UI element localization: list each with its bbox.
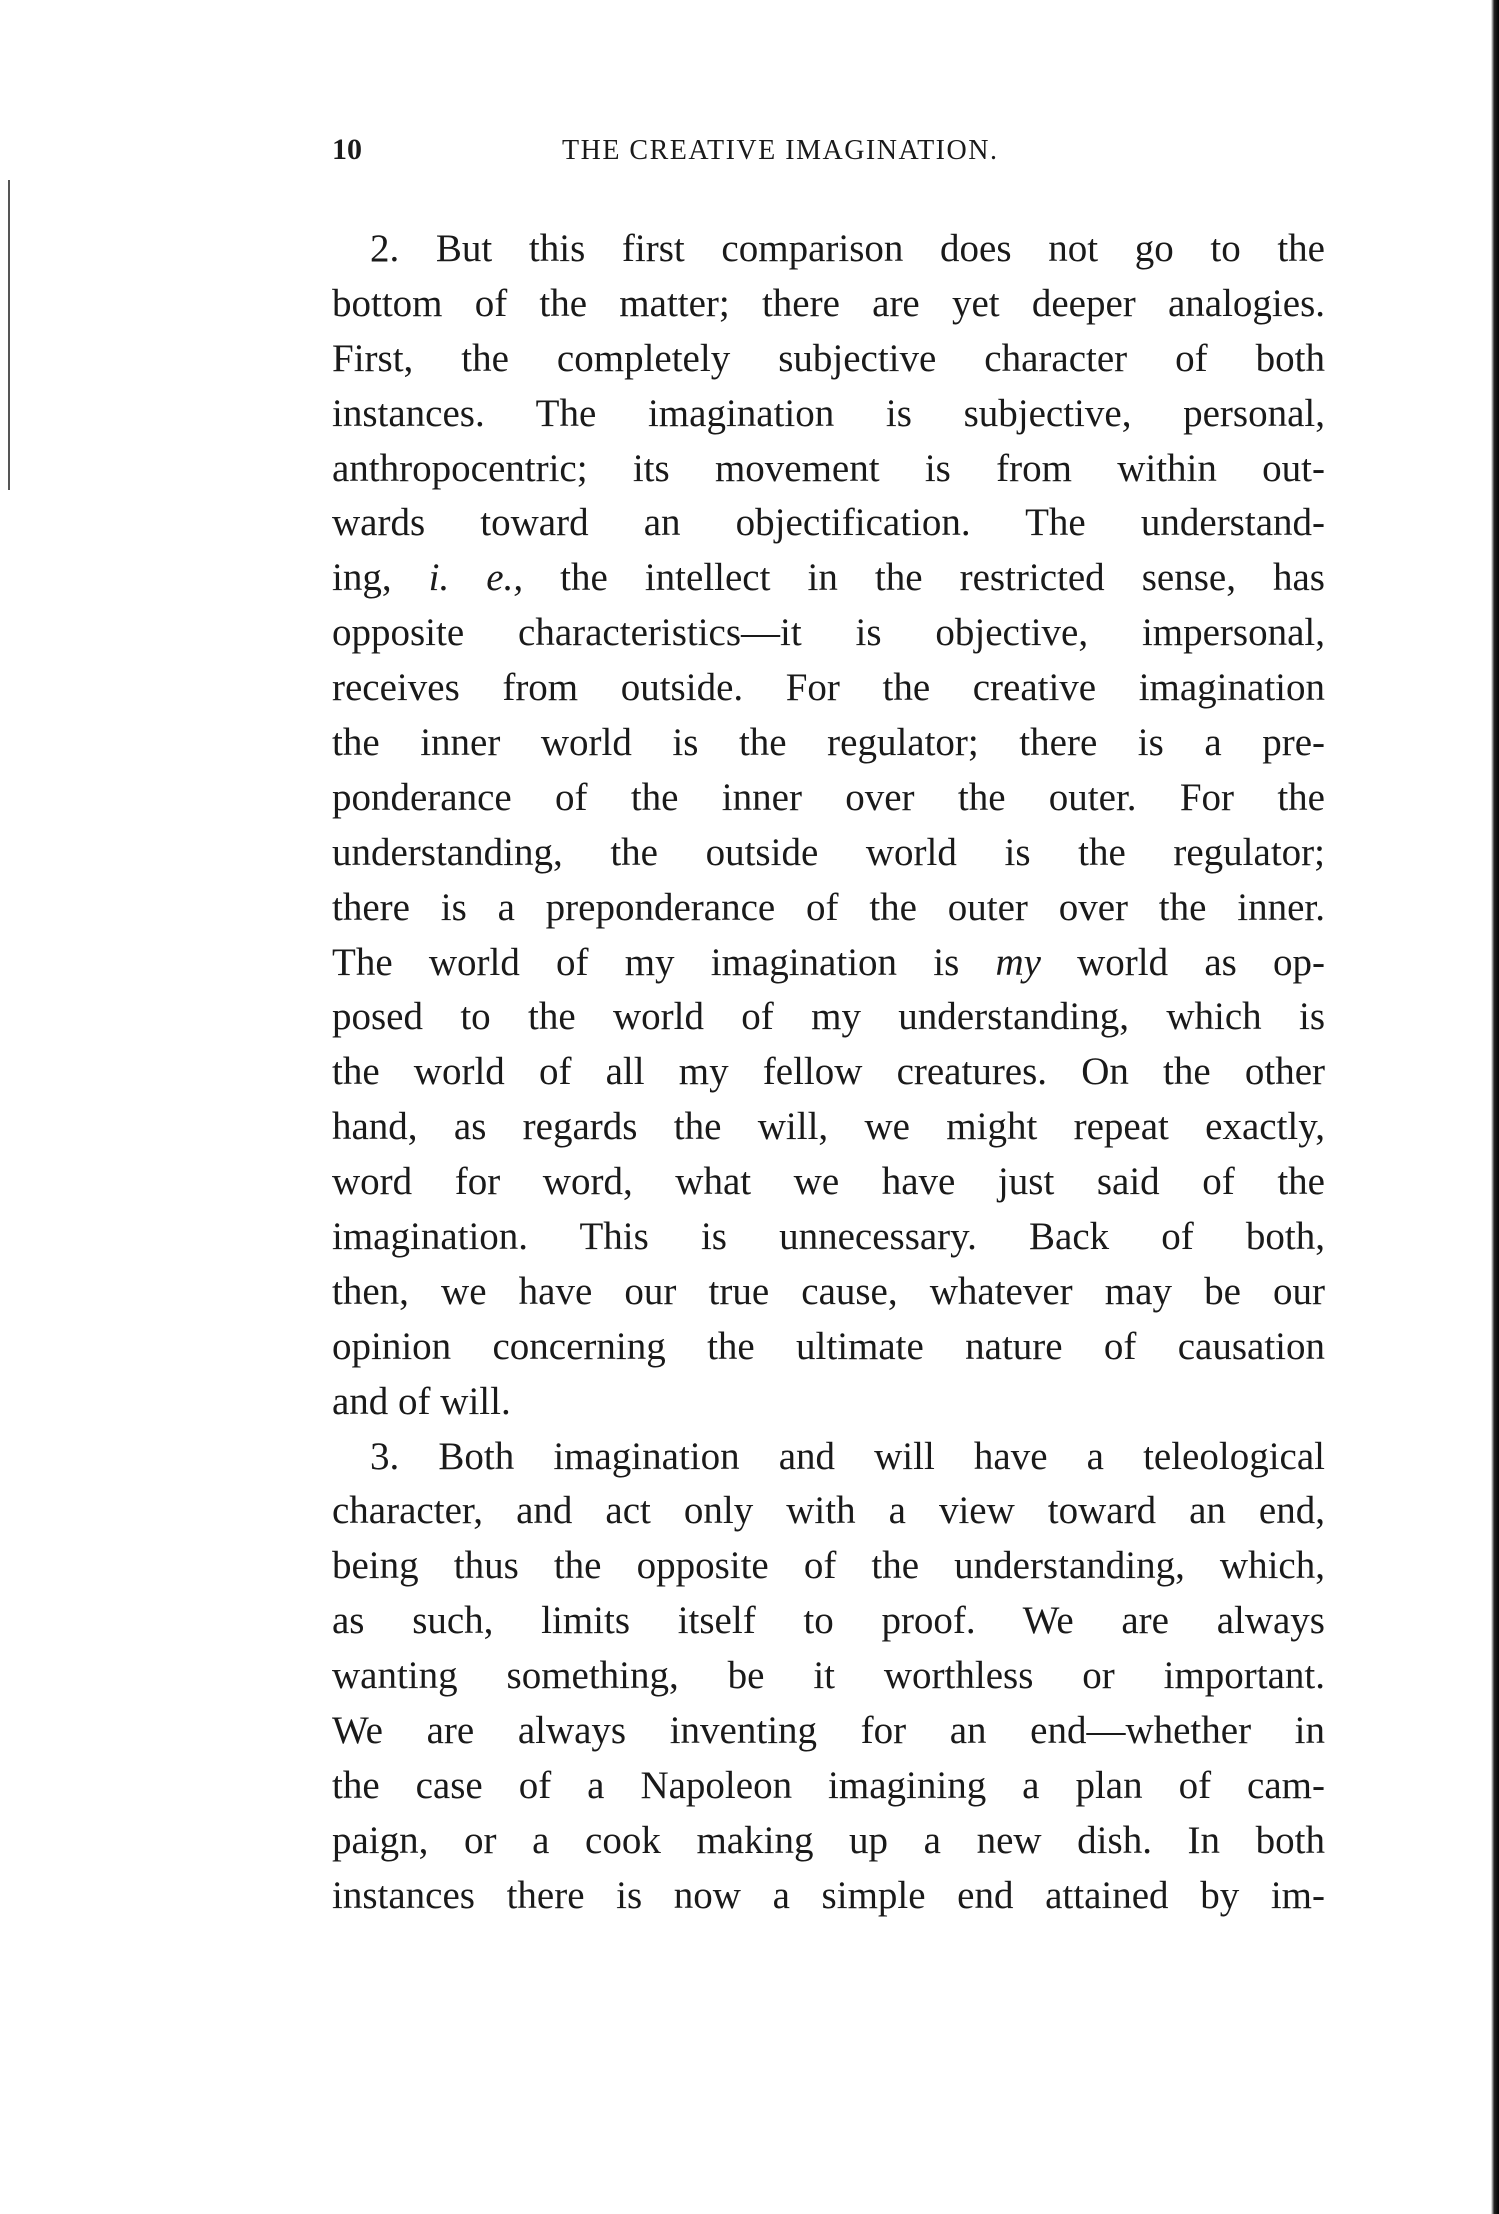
text-line: character, and act only with a view toward an end, (332, 1489, 1325, 1533)
text-line: there is a preponderance of the outer over the inner. (332, 885, 1325, 929)
page-number: 10 (332, 133, 362, 166)
text-line: imagination. This is unnecessary. Back of both, (332, 1215, 1325, 1259)
text-line: opinion concerning the ultimate nature of causation (332, 1324, 1325, 1368)
text-line: hand, as regards the will, we might repeat exactly, (332, 1105, 1325, 1149)
text-line: ponderance of the inner over the outer. For the (332, 775, 1325, 819)
text-line: the case of a Napoleon imagining a plan of cam- (332, 1763, 1325, 1807)
text-line: being thus the opposite of the understanding, which, (332, 1544, 1325, 1588)
page-header (332, 133, 1325, 183)
text-line: the inner world is the regulator; there is a pre- (332, 721, 1325, 765)
text-line: 2. But this first comparison does not go to the (370, 227, 1325, 270)
running-title: THE CREATIVE IMAGINATION. (562, 135, 999, 166)
text-line: First, the completely subjective character of both (332, 336, 1325, 380)
text-line: wanting something, be it worthless or important. (332, 1654, 1325, 1698)
text-line: understanding, the outside world is the regulator; (332, 830, 1325, 874)
text-line: the world of all my fellow creatures. On the other (332, 1050, 1325, 1094)
text-line: We are always inventing for an end—whether in (332, 1709, 1325, 1753)
text-line: wards toward an objectification. The understand- (332, 501, 1325, 545)
text-line: then, we have our true cause, whatever may be our (332, 1269, 1325, 1313)
text-line: paign, or a cook making up a new dish. In both (332, 1818, 1325, 1862)
text-line: opposite characteristics—it is objective, impersonal, (332, 611, 1325, 655)
text-line: bottom of the matter; there are yet deeper analogies. (332, 281, 1325, 325)
text-line: 3. Both imagination and will have a teleological (370, 1434, 1325, 1478)
text-line: as such, limits itself to proof. We are always (332, 1599, 1325, 1643)
text-line: instances. The imagination is subjective, personal, (332, 391, 1325, 435)
text-line: anthropocentric; its movement is from within out- (332, 446, 1325, 490)
text-line: receives from outside. For the creative imagination (332, 666, 1325, 710)
body-text (332, 222, 1325, 1924)
text-line: word for word, what we have just said of the (332, 1160, 1325, 1204)
text-line: The world of my imagination is my world as op- (332, 940, 1325, 984)
text-line: and of will. (332, 1379, 511, 1423)
text-line: ing, i. e., the intellect in the restricted sense, has (332, 556, 1325, 600)
page-edge-left (8, 180, 10, 490)
text-line: instances there is now a simple end attained by im- (332, 1873, 1325, 1917)
text-line: posed to the world of my understanding, which is (332, 995, 1325, 1039)
book-edge-right (1491, 0, 1499, 2214)
